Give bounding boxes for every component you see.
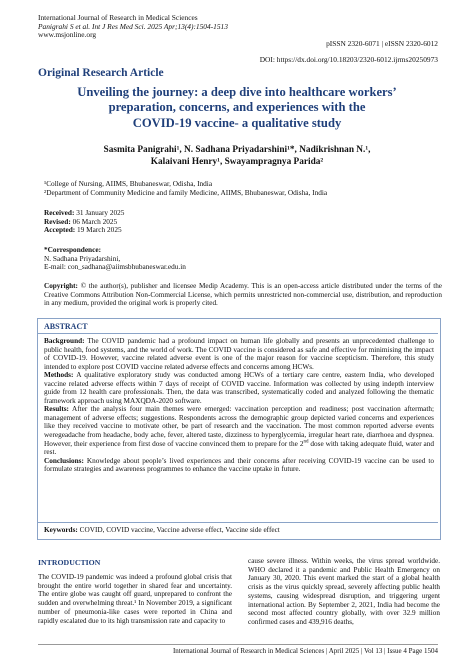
results-text: After the analysis four main themes were emerged: vaccination perception and readiness; post vaccination aftermath; management of adverse effects; suggestions. Respondents across the demographic group depicted varied concerns and experiences like they received vaccine to motivate other, be part of research and the vaccination. The most common reported adverse events weregeadache from headache, body ache, fever, altered taste, dizziness to hyperglycemia, irregular heart rate, diarrhoea and dyspnea. However, their experience from first dose of vaccine convinced them to prepare for the [44, 405, 434, 448]
abstract-heading: ABSTRACT [44, 322, 88, 331]
methods-label: Methods: [44, 371, 74, 380]
conclusions-text: Knowledge about people’s lived experiences and their concerns after receiving COVID-19 vaccine can be used to formulate strategies and awareness programmes to enhance the vaccine uptake in future. [44, 456, 435, 474]
introduction-heading: INTRODUCTION [38, 558, 101, 567]
article-type: Original Research Article [38, 67, 164, 79]
keywords-divider [38, 522, 438, 523]
authors-line: Kalaivani Henry¹, Swayampragnya Parida² [150, 157, 324, 168]
journal-name: International Journal of Research in Medical Sciences [38, 13, 198, 22]
issn: pISSN 2320-6071 | eISSN 2320-6012 [326, 39, 438, 48]
page-footer: International Journal of Research in Medical Sciences | April 2025 | Vol 13 | Issue 4 Page 1504 [172, 647, 438, 655]
article-dates [44, 209, 244, 235]
correspondence-name: N. Sadhana Priyadarshini, [44, 253, 121, 263]
journal-website[interactable]: www.msjonline.org [38, 30, 97, 40]
revised-label: Revised: [44, 216, 71, 226]
dose-suffix: nd [303, 439, 309, 445]
affiliation: ²Department of Community Medicine and family Medicine, AIIMS, Bhubaneswar, Odisha, India [44, 187, 328, 197]
authors [30, 144, 444, 169]
title-line: COVID-19 vaccine- a qualitative study [132, 115, 342, 130]
abstract-body [44, 337, 434, 474]
accepted-label: Accepted: [44, 225, 76, 235]
copyright-text: © the author(s), publisher and licensee Medip Academy. This is an open-access article distributed under the terms of the Creative Commons Attribution Non-Commercial License, which permits unrestricted non-commercial use, distribution, and reproduction in any medium, provided the original work is properly cited. [44, 282, 442, 308]
received-date: 31 January 2025 [76, 208, 125, 217]
accepted-date: 19 March 2025 [77, 225, 122, 235]
introduction-right-column: cause severe illness. Within weeks, the virus spread worldwide. WHO declared it a pandemic and Public Health Emergency on January 30, 2020. This event marked the start of a global health crisis as the virus quickly spread, severely affecting public health systems, causing widespread disruption, and triggering urgent international action. By September 2, 2021, India had become the second most affected country globally, with over 32.9 million confirmed cases and 439,916 deaths, [248, 557, 440, 626]
correspondence [44, 246, 344, 272]
dose-number: 2 [299, 439, 304, 448]
keywords-text: COVID, COVID vaccine, Vaccine adverse effect, Vaccine side effect [79, 526, 280, 534]
background-label: Background: [44, 337, 85, 345]
results-end: dose with taking adequate fluid, water and rest. [44, 439, 435, 457]
keywords-label: Keywords: [44, 526, 78, 534]
abstract-methods [44, 371, 434, 405]
background-text: The COVID pandemic had a profound impact on human life globally and presents an unprecedented challenge to public health, food systems, and the world of work. The COVID vaccine is considered as safe and effective for minimising the impact of COVID-19. However, vaccine related adverse event is one of the major reason for vaccine scepticism. Therefore, this study intended to explore post COVID vaccine related adverse effects and concerns among HCWs. [44, 337, 434, 371]
title-line: preparation, concerns, and experiences with the [108, 100, 366, 115]
methods-text: A qualitative exploratory study was conducted among HCWs of a tertiary care centre, eastern India, who developed vaccine related adverse effects within 7 days of receipt of COVID vaccine. Information was collected by using indepth interview guide from 12 health care professionals. Then, the data was transcribed, systematically coded and analyzed following the thematic framework approach using MAXQDA-2020 software. [44, 371, 434, 405]
affiliation: ¹College of Nursing, AIIMS, Bhubaneswar, Odisha, India [44, 179, 213, 188]
results-label: Results: [44, 405, 69, 414]
affiliations [44, 180, 444, 197]
conclusions-label: Conclusions: [44, 456, 84, 465]
abstract-conclusions [44, 457, 434, 474]
running-header [38, 14, 338, 40]
keywords [44, 526, 434, 535]
abstract-results [44, 405, 434, 456]
article-title [30, 85, 444, 131]
doi-link[interactable]: DOI: https://dx.doi.org/10.18203/2320-6012.ijrms20250973 [259, 55, 438, 64]
abstract-divider [38, 333, 438, 334]
copyright-notice [44, 282, 442, 308]
received-label: Received: [44, 208, 75, 217]
abstract-background [44, 337, 434, 371]
correspondence-label: *Correspondence: [44, 245, 102, 254]
citation: Panigrahi S et al. Int J Res Med Sci. 2025 Apr;13(4):1504-1513 [38, 21, 228, 31]
footer-rule [38, 644, 438, 645]
copyright-label: Copyright: [44, 282, 78, 290]
revised-date: 06 March 2025 [72, 216, 118, 226]
introduction-left-column: The COVID-19 pandemic was indeed a profound global crisis that brought the entire world together in shared fear and uncertainty. The entire globe was caught off guard, unprepared to confront the sudden and overwhelming threat.¹ In November 2019, a significant number of pneumonia-like cases were reported in China and rapidly escalated due to its high transmission rate and capacity to [38, 573, 232, 625]
authors-line: Sasmita Panigrahi¹, N. Sadhana Priyadarshini¹*, Nadikrishnan N.¹, [103, 145, 371, 155]
title-line: Unveiling the journey: a deep dive into healthcare workers’ [77, 85, 397, 99]
correspondence-email[interactable]: E-mail: con_sadhana@aiimsbhubaneswar.edu.in [44, 262, 186, 272]
